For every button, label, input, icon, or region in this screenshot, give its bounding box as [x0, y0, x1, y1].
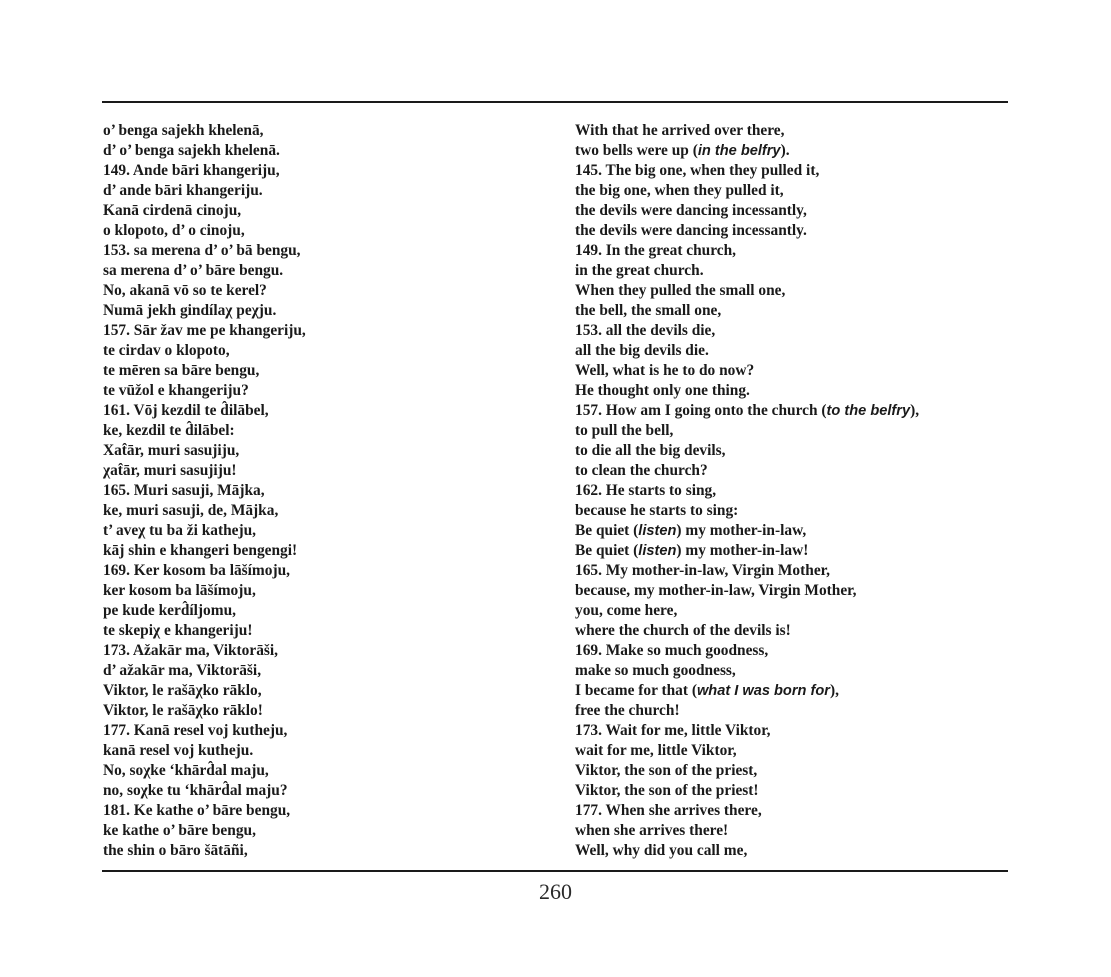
verse-line: Numā jekh gindílaχ peχju. — [103, 302, 277, 319]
translation-text: ), — [829, 682, 839, 699]
translation-line — [575, 681, 919, 701]
verse-line: ke, muri sasuji, de, Mājka, — [103, 502, 279, 519]
translation-line: because he starts to sing: — [575, 502, 739, 519]
translation-line: Viktor, the son of the priest, — [575, 762, 758, 779]
verse-line: Xat̂ār, muri sasujiju, — [103, 442, 240, 459]
translation-line: to pull the bell, — [575, 422, 674, 439]
translation-line: make so much goodness, — [575, 662, 736, 679]
translation-line — [575, 401, 919, 421]
translation-line: 177. When she arrives there, — [575, 802, 762, 819]
verse-line: 153. sa merena d’ o’ bā bengu, — [103, 242, 301, 259]
verse-line: 173. Ažakār ma, Viktorāši, — [103, 642, 278, 659]
verse-line: χat̂ār, muri sasujiju! — [103, 462, 237, 479]
verse-line: te skepiχ e khangeriju! — [103, 622, 253, 639]
verse-line: sa merena d’ o’ bāre bengu. — [103, 262, 284, 279]
verse-line: kāj shin e khangeri bengengi! — [103, 542, 298, 559]
page-number: 260 — [539, 879, 572, 904]
translation-line: 173. Wait for me, little Viktor, — [575, 722, 771, 739]
italic-gloss: listen — [638, 543, 677, 559]
translation-line: 162. He starts to sing, — [575, 482, 717, 499]
translation-line: the devils were dancing incessantly. — [575, 222, 807, 239]
translation-line: because, my mother-in-law, Virgin Mother, — [575, 582, 857, 599]
translation-line: 153. all the devils die, — [575, 322, 716, 339]
verse-line: t’ aveχ tu ba ži katheju, — [103, 522, 257, 539]
translation-line: you, come here, — [575, 602, 678, 619]
verse-line: 181. Ke kathe o’ bāre bengu, — [103, 802, 291, 819]
verse-line: o klopoto, d’ o cinoju, — [103, 222, 245, 239]
verse-line: ke, kezdil te d̂ilābel: — [103, 422, 235, 439]
translation-line: 169. Make so much goodness, — [575, 642, 769, 659]
bottom-rule — [102, 870, 1008, 872]
italic-gloss: what I was born for — [696, 683, 830, 699]
translation-line: where the church of the devils is! — [575, 622, 791, 639]
verse-line: 169. Ker kosom ba lāšímoju, — [103, 562, 290, 579]
translation-text: two bells were up ( — [575, 142, 698, 159]
verse-line: ker kosom ba lāšímoju, — [103, 582, 256, 599]
translation-line: Viktor, the son of the priest! — [575, 782, 759, 799]
translation-line: to die all the big devils, — [575, 442, 726, 459]
verse-line: No, akanā vō so te kerel? — [103, 282, 267, 299]
verse-line: d’ ažakār ma, Viktorāši, — [103, 662, 262, 679]
translation-line: 165. My mother-in-law, Virgin Mother, — [575, 562, 830, 579]
translation-line: the bell, the small one, — [575, 302, 722, 319]
translation-line: 145. The big one, when they pulled it, — [575, 162, 820, 179]
verse-line: te vūžol e khangeriju? — [103, 382, 249, 399]
translation-text: I became for that ( — [575, 682, 697, 699]
translation-text: ) my mother-in-law, — [676, 522, 807, 539]
verse-line: kanā resel voj kutheju. — [103, 742, 254, 759]
verse-line: o’ benga sajekh khelenā, — [103, 122, 264, 139]
translation-line: Well, what is he to do now? — [575, 362, 755, 379]
translation-line: when she arrives there! — [575, 822, 729, 839]
translation-text: Be quiet ( — [575, 522, 639, 539]
translation-text: ). — [780, 142, 790, 159]
verse-line: 165. Muri sasuji, Mājka, — [103, 482, 265, 499]
verse-line: 149. Ande bāri khangeriju, — [103, 162, 280, 179]
top-rule — [102, 101, 1008, 103]
romani-verse-column — [103, 121, 306, 861]
verse-line: te cirdav o klopoto, — [103, 342, 230, 359]
translation-line — [575, 521, 919, 541]
verse-line: Kanā cirdenā cinoju, — [103, 202, 242, 219]
verse-line: d’ o’ benga sajekh khelenā. — [103, 142, 280, 159]
translation-line: He thought only one thing. — [575, 382, 750, 399]
translation-line: all the big devils die. — [575, 342, 709, 359]
translation-text: Be quiet ( — [575, 542, 639, 559]
translation-text: ) my mother-in-law! — [676, 542, 809, 559]
verse-line: Viktor, le rašāχko rāklo, — [103, 682, 262, 699]
translation-line: wait for me, little Viktor, — [575, 742, 737, 759]
translation-line: With that he arrived over there, — [575, 122, 785, 139]
translation-text: 157. How am I going onto the church ( — [575, 402, 827, 419]
translation-line: free the church! — [575, 702, 680, 719]
verse-line: pe kude kerd̂íljomu, — [103, 602, 236, 619]
verse-line: 157. Sār žav me pe khangeriju, — [103, 322, 306, 339]
verse-line: te mēren sa bāre bengu, — [103, 362, 260, 379]
verse-line: Viktor, le rašāχko rāklo! — [103, 702, 263, 719]
verse-line: 177. Kanā resel voj kutheju, — [103, 722, 288, 739]
translation-line: to clean the church? — [575, 462, 708, 479]
italic-gloss: in the belfry — [697, 143, 781, 159]
translation-line: the devils were dancing incessantly, — [575, 202, 807, 219]
translation-line: When they pulled the small one, — [575, 282, 786, 299]
translation-line — [575, 141, 919, 161]
italic-gloss: listen — [638, 523, 677, 539]
translation-line: in the great church. — [575, 262, 704, 279]
translation-line — [575, 541, 919, 561]
verse-line: the shin o bāro šātāñi, — [103, 842, 248, 859]
verse-line: ke kathe o’ bāre bengu, — [103, 822, 256, 839]
translation-text: ), — [910, 402, 920, 419]
verse-line: No, soχke ‘khārd̂al maju, — [103, 762, 269, 779]
italic-gloss: to the belfry — [826, 403, 911, 419]
translation-line: Well, why did you call me, — [575, 842, 748, 859]
verse-line: 161. Vōj kezdil te d̂ilābel, — [103, 402, 269, 419]
translation-line: the big one, when they pulled it, — [575, 182, 784, 199]
verse-line: d’ ande bāri khangeriju. — [103, 182, 263, 199]
english-translation-column — [575, 121, 919, 861]
verse-line: no, soχke tu ‘khārd̂al maju? — [103, 782, 288, 799]
translation-line: 149. In the great church, — [575, 242, 737, 259]
